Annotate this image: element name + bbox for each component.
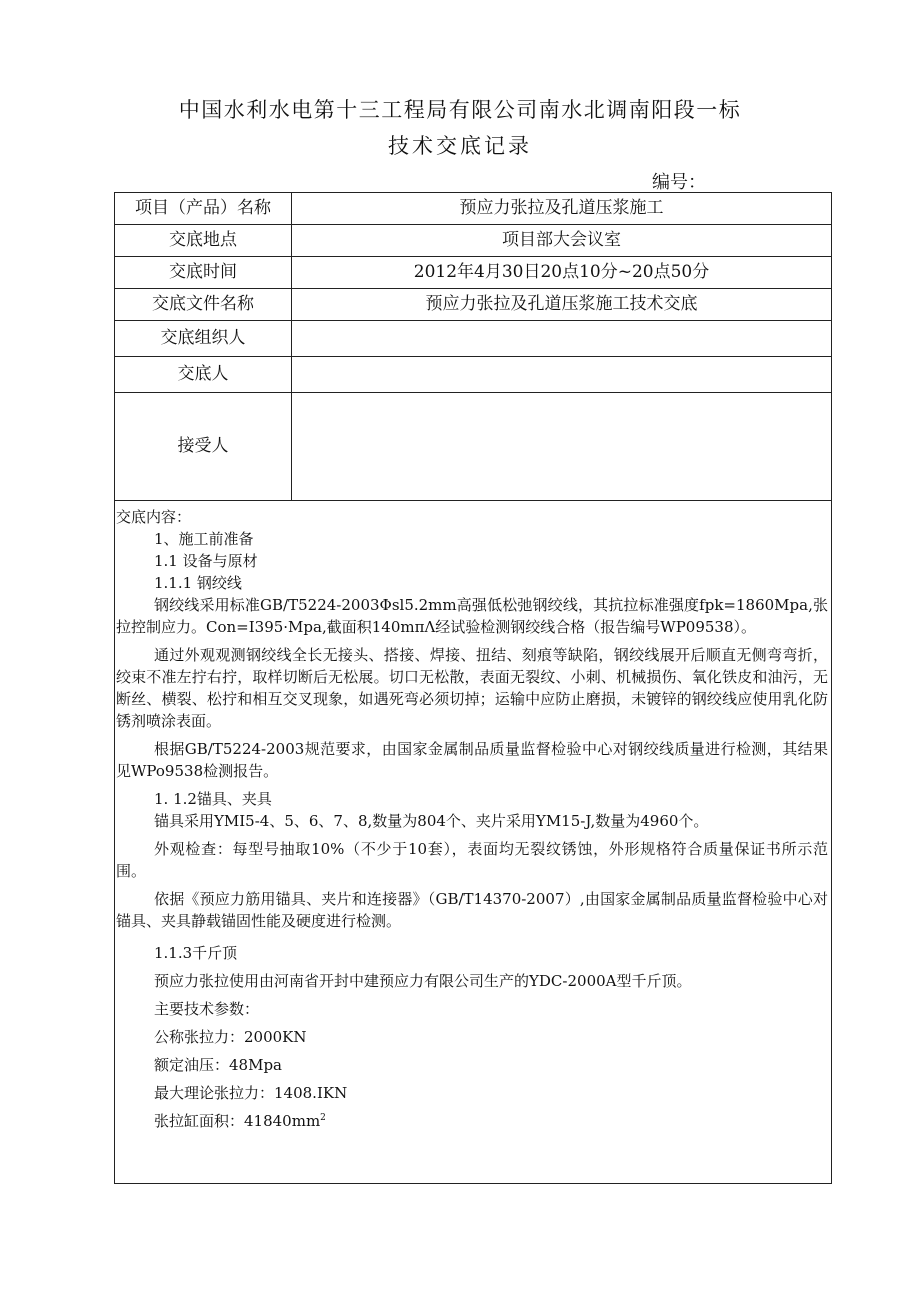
row-label: 项目（产品）名称 xyxy=(115,193,292,225)
row-label: 交底人 xyxy=(115,357,292,393)
content-heading: 交底内容： xyxy=(116,508,192,526)
paragraph: 主要技术参数： xyxy=(154,1000,260,1018)
paragraph: 锚具采用YMI5-4、5、6、7、8,数量为804个、夹片采用YM15-J,数量为4960个。 xyxy=(154,812,709,830)
row-label: 交底组织人 xyxy=(115,321,292,357)
param-line xyxy=(116,1110,828,1132)
table-row xyxy=(115,357,832,393)
param-line: 最大理论张拉力：1408.IKN xyxy=(154,1084,348,1102)
table-row xyxy=(115,225,832,257)
content-section xyxy=(116,506,828,1132)
row-value xyxy=(292,393,832,501)
document-subtitle: 技术交底记录 xyxy=(388,134,532,158)
paragraph: 通过外观观测钢绞线全长无接头、搭接、焊接、扭结、刻痕等缺陷，钢绞线展开后顺直无侧弯弯折，绞束不准左拧右拧，取样切断后无松展。切口无松散，表面无裂纹、小刺、机械损伤、氧化铁皮和油污，无断丝、横裂、松拧和相互交叉现象，如遇死弯必须切掉；运输中应防止磨损，未镀锌的钢绞线应使用乳化防锈剂喷涂表面。 xyxy=(116,646,828,730)
row-value xyxy=(292,357,832,393)
paragraph: 外观检查：每型号抽取10%（不少于10套），表面均无裂纹锈蚀，外形规格符合质量保证书所示范围。 xyxy=(116,840,828,880)
param-text: 张拉缸面积：41840mm xyxy=(154,1112,321,1130)
table-row xyxy=(115,257,832,289)
row-value: 预应力张拉及孔道压浆施工 xyxy=(292,193,832,225)
section-heading: 1.1.1 钢绞线 xyxy=(154,574,242,592)
document-title: 中国水利水电第十三工程局有限公司南水北调南阳段一标 xyxy=(178,98,742,122)
param-line: 公称张拉力：2000KN xyxy=(154,1028,307,1046)
section-heading: 1.1.3千斤顶 xyxy=(154,944,238,962)
row-value: 2012年4月30日20点10分~20点50分 xyxy=(292,257,832,289)
superscript: 2 xyxy=(320,1113,326,1123)
section-heading: 1.1 设备与原材 xyxy=(154,552,258,570)
paragraph: 依据《预应力筋用锚具、夹片和连接器》（GB/T14370-2007）,由国家金属制品质量监督检验中心对锚具、夹具静载锚固性能及硬度进行检测。 xyxy=(116,890,828,930)
section-heading: 1. 1.2锚具、夹具 xyxy=(154,790,272,808)
doc-number-label: 编号： xyxy=(652,172,706,193)
row-value xyxy=(292,321,832,357)
row-label: 接受人 xyxy=(115,393,292,501)
table-row xyxy=(115,193,832,225)
row-label: 交底文件名称 xyxy=(115,289,292,321)
row-label: 交底时间 xyxy=(115,257,292,289)
table-row xyxy=(115,393,832,501)
table-row xyxy=(115,321,832,357)
row-value: 预应力张拉及孔道压浆施工技术交底 xyxy=(292,289,832,321)
paragraph: 钢绞线采用标准GB/T5224-2003Φsl5.2mm高强低松弛钢绞线，其抗拉标准强度fpk=1860Mpa,张拉控制应力。Con=I395·Mpa,截面积140mπΛ经试验检测钢绞线合格（报告编号WP09538）。 xyxy=(116,596,828,636)
section-heading: 1、施工前准备 xyxy=(154,530,254,548)
param-line: 额定油压：48Mpa xyxy=(154,1056,282,1074)
paragraph: 根据GB/T5224-2003规范要求，由国家金属制品质量监督检验中心对钢绞线质量进行检测，其结果见WPo9538检测报告。 xyxy=(116,740,828,780)
row-label: 交底地点 xyxy=(115,225,292,257)
table-row xyxy=(115,289,832,321)
row-value: 项目部大会议室 xyxy=(292,225,832,257)
info-table xyxy=(114,192,832,501)
paragraph: 预应力张拉使用由河南省开封中建预应力有限公司生产的YDC-2000A型千斤顶。 xyxy=(154,972,692,990)
